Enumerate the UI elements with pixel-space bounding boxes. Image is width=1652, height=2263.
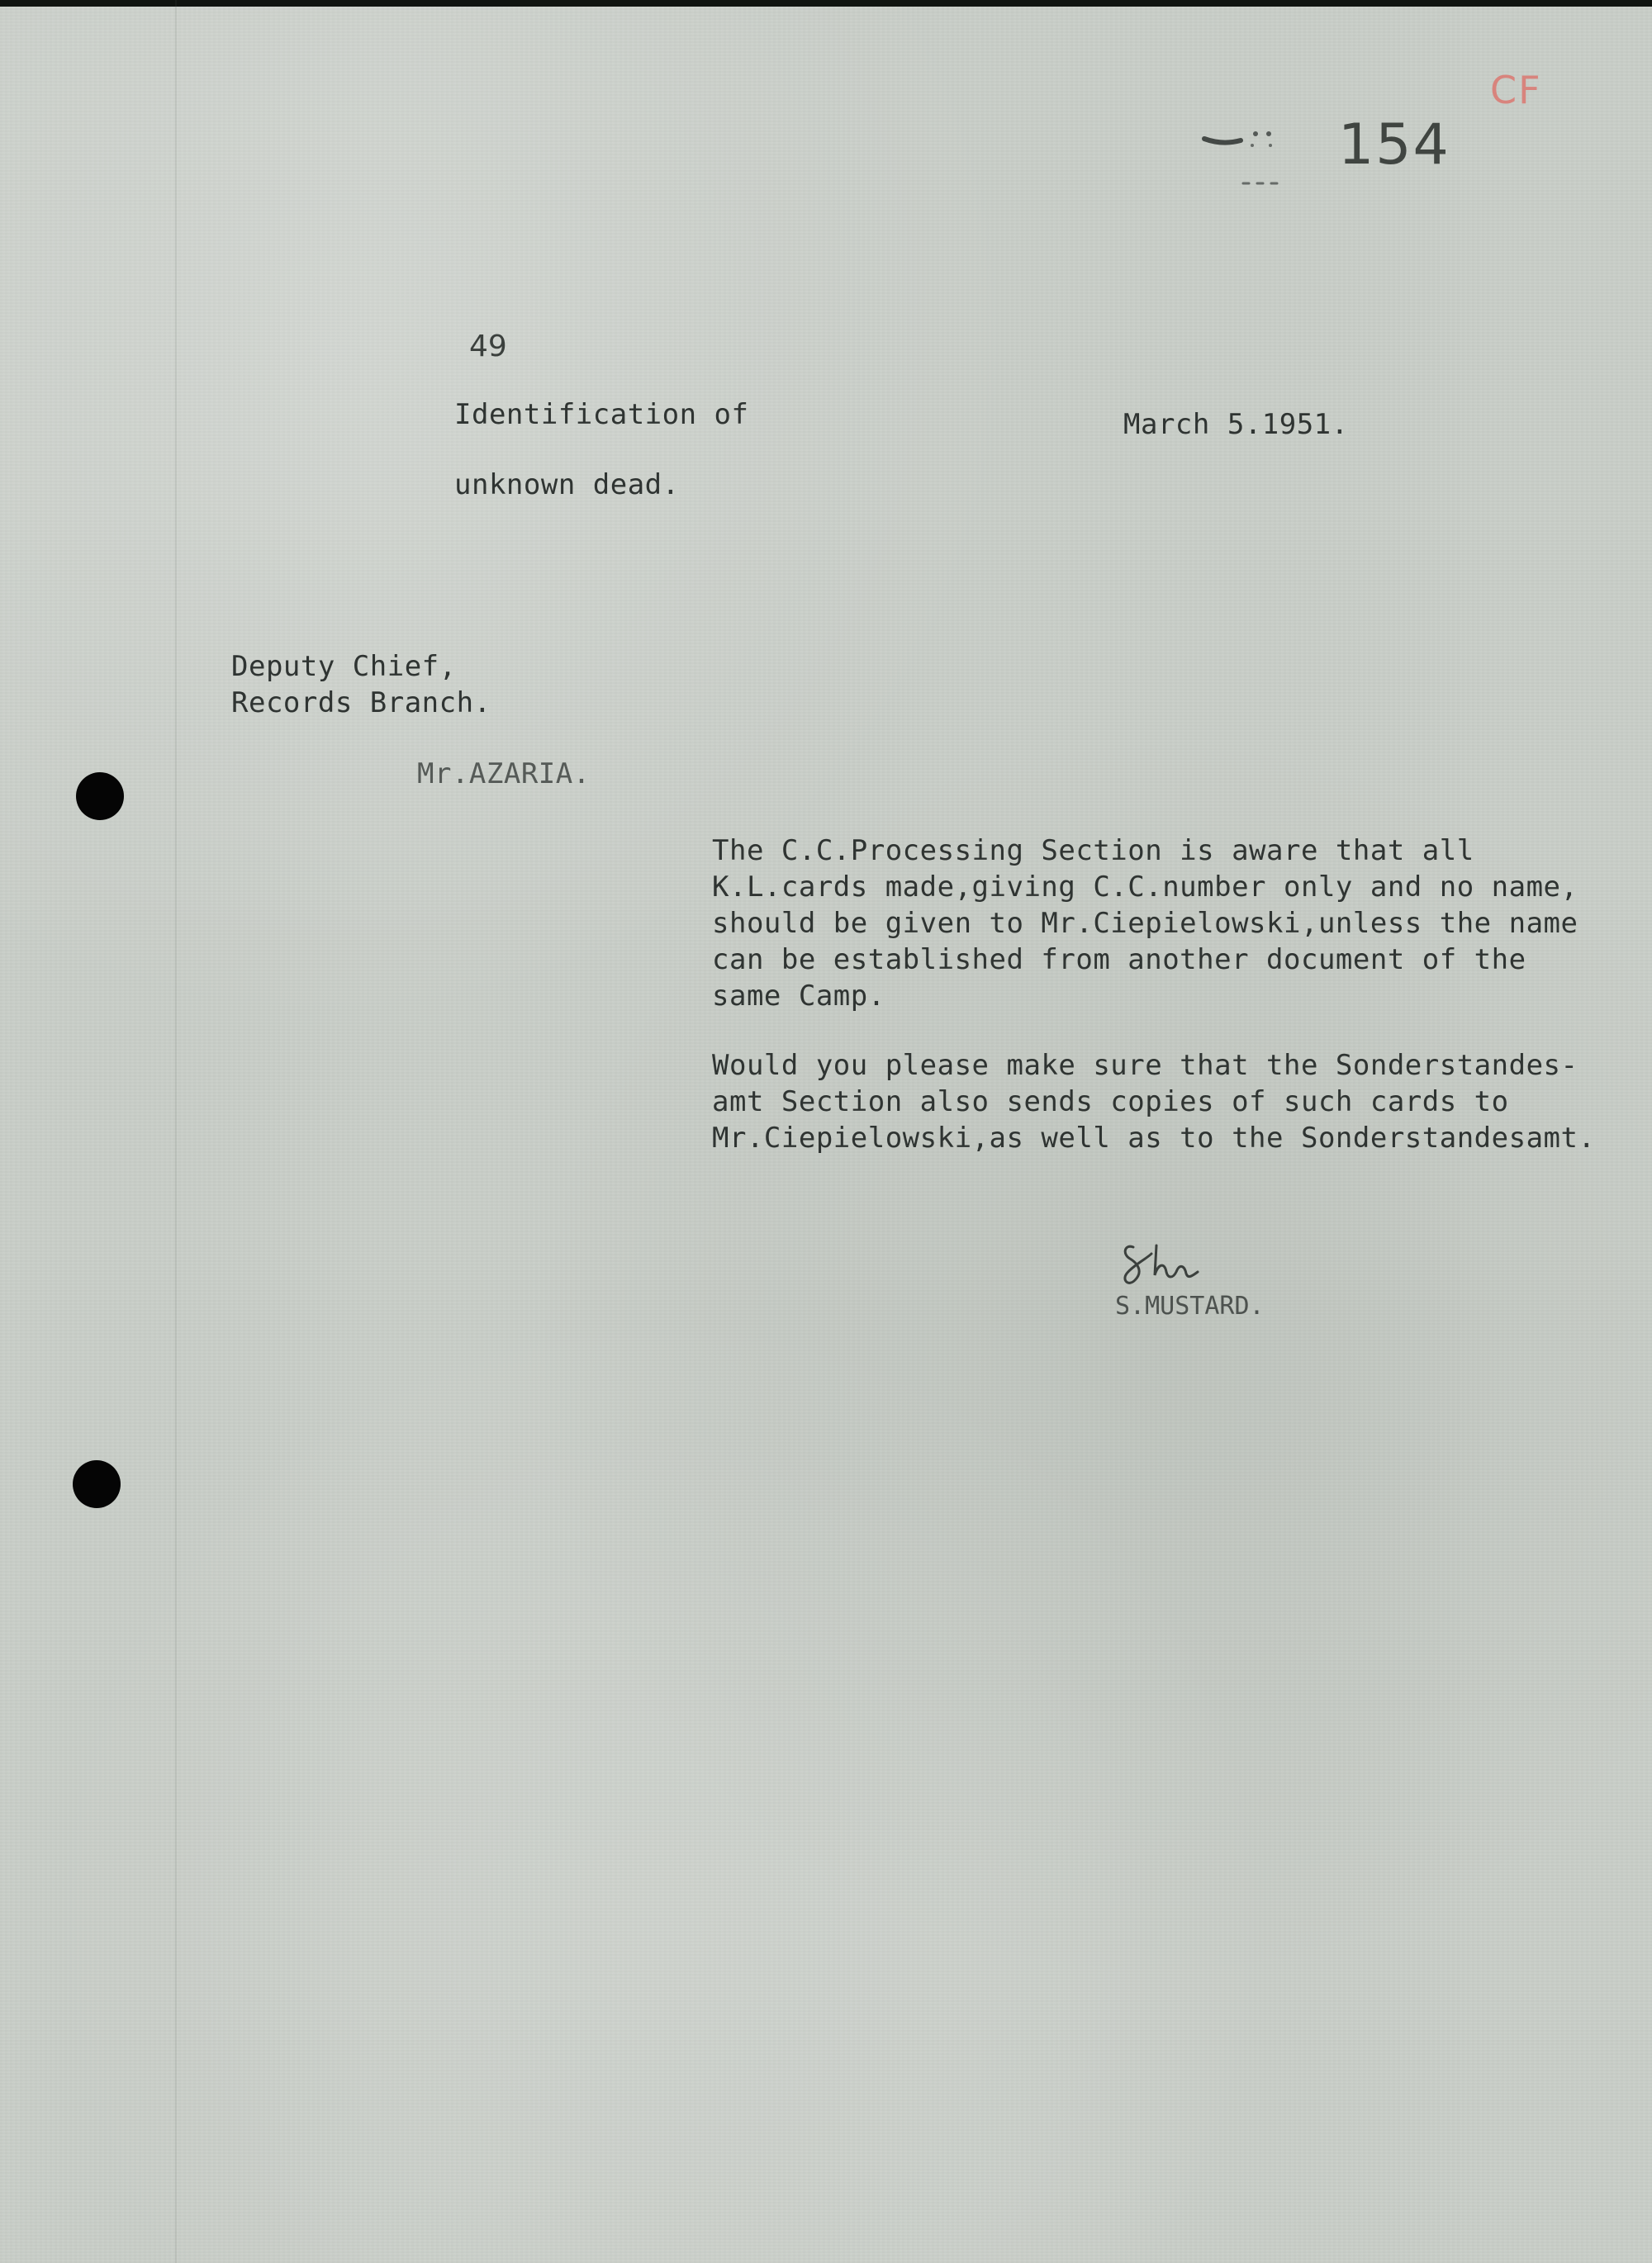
- punch-hole-bottom: [73, 1460, 121, 1508]
- memo-body: [712, 833, 1621, 1156]
- body-p1-line-2: K.L.cards made,giving C.C.number only and no name,: [712, 871, 1578, 904]
- subject-line-1: Identification of: [454, 398, 749, 431]
- typed-signature-name: S.MUSTARD.: [1115, 1292, 1265, 1321]
- paragraph-gap: [712, 1014, 1621, 1047]
- recipient-line-2: Records Branch.: [231, 686, 491, 719]
- memo-date: March 5.1951.: [1123, 408, 1349, 441]
- body-p1-line-5: same Camp.: [712, 980, 885, 1013]
- page-number: 154: [1338, 112, 1450, 178]
- paper-fold-line: [175, 0, 177, 2263]
- subject-line-2: unknown dead.: [454, 468, 680, 501]
- corner-mark: CF: [1490, 68, 1542, 112]
- body-p1-line-1: The C.C.Processing Section is aware that all: [712, 834, 1474, 867]
- file-number: 49: [469, 330, 507, 363]
- body-p1-line-4: can be established from another document of the: [712, 943, 1526, 976]
- body-p2-line-3: Mr.Ciepielowski,as well as to the Sonderstandesamt.: [712, 1122, 1596, 1155]
- handwritten-signature: [1118, 1239, 1242, 1290]
- ink-smudge-mark: [1198, 124, 1289, 198]
- recipient-line-1: Deputy Chief,: [231, 650, 457, 683]
- signature-block: [1115, 1239, 1396, 1338]
- body-p2-line-2: amt Section also sends copies of such cards to: [712, 1085, 1509, 1118]
- punch-hole-top: [76, 772, 124, 820]
- body-p2-line-1: Would you please make sure that the Sonderstandes-: [712, 1049, 1578, 1082]
- scan-top-edge: [0, 0, 1652, 7]
- body-p1-line-3: should be given to Mr.Ciepielowski,unless the name: [712, 907, 1578, 940]
- recipient-block: [231, 648, 491, 721]
- subject-block: [454, 396, 749, 537]
- attention-line: Mr.AZARIA.: [417, 757, 591, 790]
